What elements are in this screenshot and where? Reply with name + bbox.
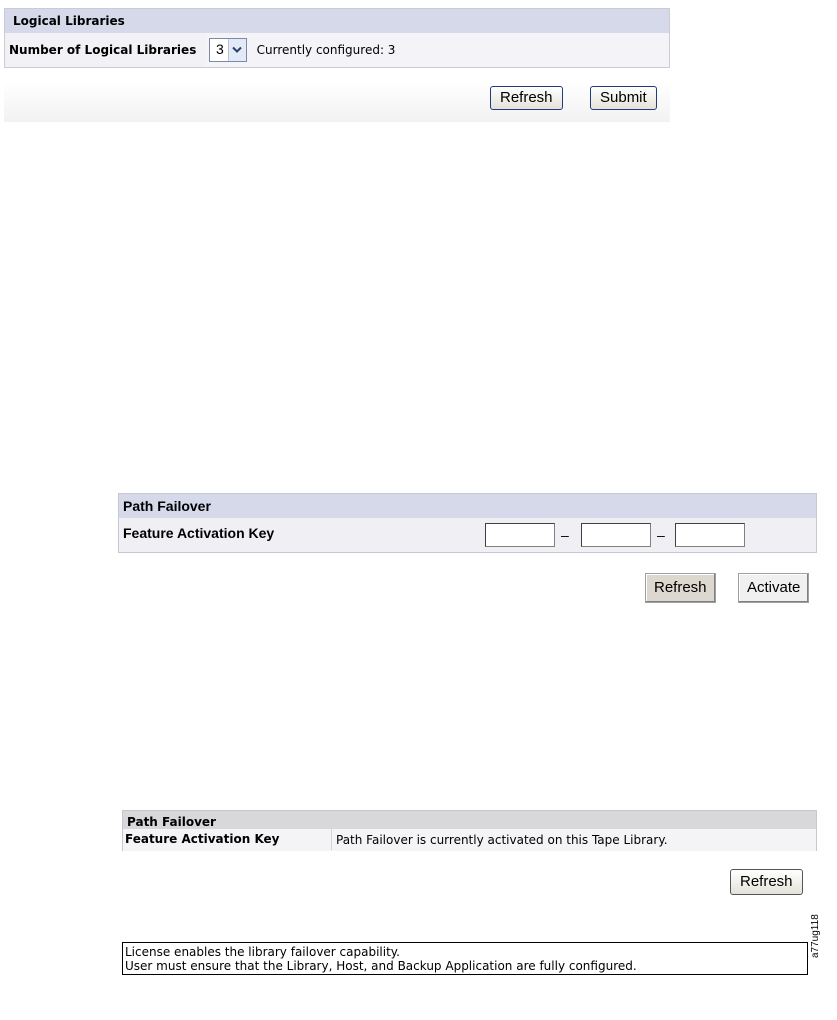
logical-libraries-select[interactable] [209, 38, 247, 62]
license-note-line-1: License enables the library failover capability. [125, 945, 400, 959]
logical-libraries-table [4, 8, 670, 68]
refresh-button[interactable]: Refresh [730, 869, 803, 895]
license-note [122, 942, 808, 975]
figure-id: a77ug118 [810, 914, 821, 958]
path-failover-status-panel [122, 810, 817, 851]
refresh-button[interactable]: Refresh [645, 573, 716, 603]
activation-key-field-1[interactable] [485, 523, 555, 547]
chevron-down-icon[interactable] [228, 39, 246, 61]
feature-activation-key-label: Feature Activation Key [125, 832, 280, 846]
license-note-line-2: User must ensure that the Library, Host, and Backup Application are fully configured. [125, 959, 637, 973]
logical-libraries-header: Logical Libraries [5, 9, 670, 34]
submit-button[interactable]: Submit [590, 86, 657, 110]
key-separator: – [561, 527, 569, 543]
logical-libraries-value-cell [205, 33, 670, 67]
path-failover-header: Path Failover [119, 494, 816, 518]
activate-button[interactable]: Activate [738, 573, 809, 603]
currently-configured-text: Currently configured: 3 [256, 42, 396, 57]
path-failover-header: Path Failover [123, 811, 816, 829]
logical-libraries-select-value: 3 [216, 40, 224, 57]
feature-activation-key-row [119, 518, 816, 552]
activation-key-field-2[interactable] [581, 523, 651, 547]
activation-key-field-3[interactable] [675, 523, 745, 547]
refresh-button[interactable]: Refresh [490, 86, 563, 110]
path-failover-status-text: Path Failover is currently activated on this Tape Library. [331, 829, 668, 850]
feature-activation-key-label: Feature Activation Key [123, 525, 275, 541]
number-of-logical-libraries-label: Number of Logical Libraries [5, 33, 206, 67]
key-separator: – [657, 527, 665, 543]
path-failover-entry-panel [118, 493, 817, 553]
logical-libraries-footer [4, 82, 670, 122]
feature-activation-key-row [123, 829, 816, 851]
